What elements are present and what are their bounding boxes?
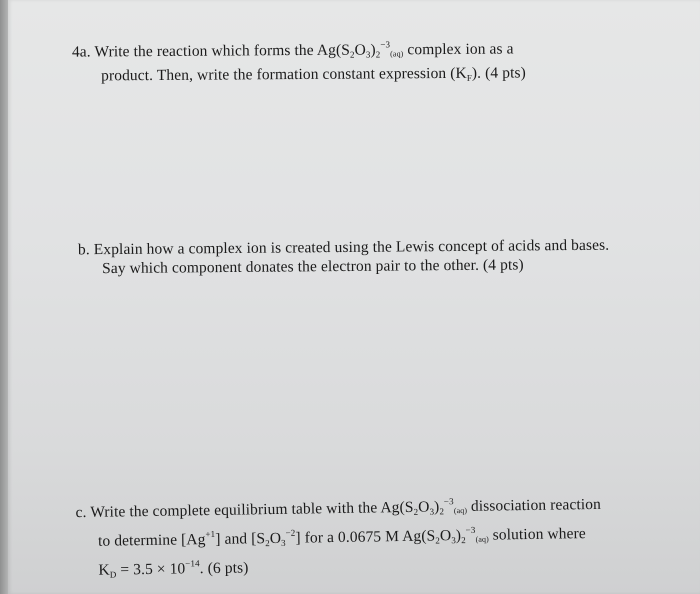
left-page-edge: [0, 0, 8, 594]
question-c-line-3: $K_D = 3.5 \times 10^{-14}$. (6 pts): [98, 558, 249, 580]
question-b: [78, 236, 610, 279]
question-c: [75, 490, 602, 585]
question-4a: [72, 34, 526, 90]
question-4a-line-1: 4a. Write the reaction which forms the $Ag(S_2O_3)_2^{-3}(aq)$ complex ion as a: [71, 39, 514, 61]
question-b-label: b.: [77, 241, 90, 259]
question-4a-label: 4a.: [71, 43, 91, 61]
question-b-line-1: b. Explain how a complex ion is created using the Lewis concept of acids and bases.: [77, 236, 610, 259]
question-c-label: c.: [75, 503, 87, 522]
question-b-line-2: Say which component donates the electron pair to the other. (4 pts): [102, 256, 524, 278]
question-c-line-2: to determine $[Ag^{+1}]$ and $[S_2O_3^{-2}]$ for a 0.0675 M $Ag(S_2O_3)_2^{-3}(aq)$ solution where: [97, 524, 586, 550]
question-4a-line-2: product. Then, write the formation constant expression $(K_F)$. (4 pts): [101, 64, 526, 85]
question-c-line-1: c. Write the complete equilibrium table with the $Ag(S_2O_3)_2^{-3}(aq)$ dissociation reaction: [75, 495, 602, 522]
